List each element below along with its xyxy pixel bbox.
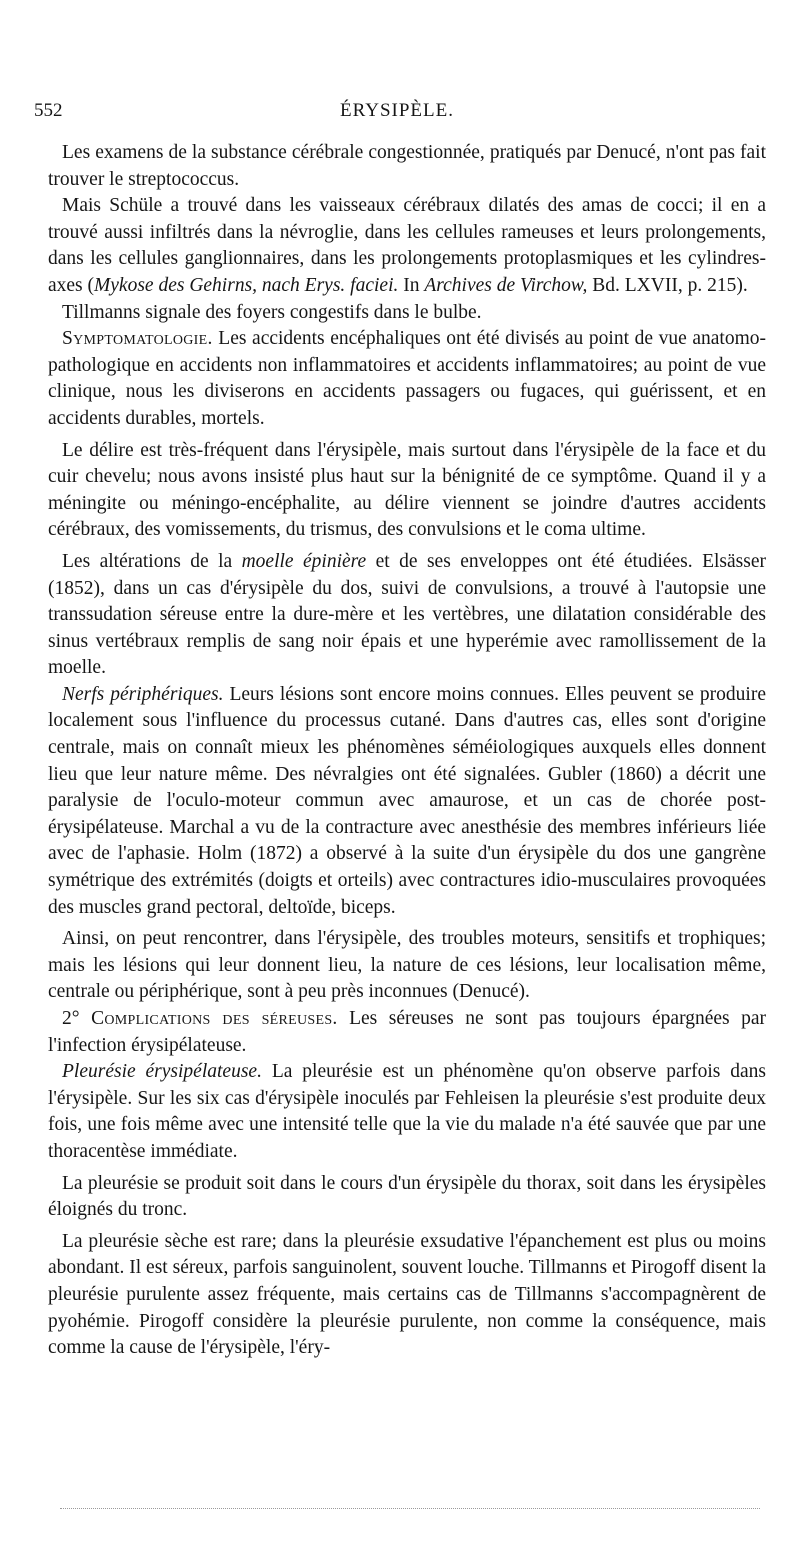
page-number: 552 xyxy=(34,100,63,121)
section-heading-pleuresie: Pleurésie érysipélateuse. xyxy=(62,1061,262,1083)
paragraph-nerfs: Nerfs périphériques. Leurs lésions sont encore moins connues. Elles peuvent se produire localement sous l'influence du processus cutané. Dans d'autres cas, elles sont d'origine centrale, mais on connaît mieux les phénomènes séméiologiques auxquels elles donnent lieu que leur nature même. Des névralgies ont été signalées. Gubler (1860) a décrit une paralysie de l'oculo-moteur commun avec amaurose, et un cas de chorée post-érysipélateuse. Marchal a vu de la contracture avec anesthésie des membres inférieurs liée avec de l'aphasie. Holm (1872) a observé à la suite d'un érysipèle du dos une gangrène symétrique des extrémités (doigts et orteils) avec contractures idio-musculaires provoquées des muscles grand pectoral, deltoïde, biceps. xyxy=(48,683,766,918)
running-title: ÉRYSIPÈLE. xyxy=(340,100,454,121)
paragraph-pleuresie-cours: La pleurésie se produit soit dans le cours d'un érysipèle du thorax, soit dans les érysipèles éloignés du tronc. xyxy=(48,1172,766,1221)
citation-title: Mykose des Gehirns, nach Erys. faciei. xyxy=(94,274,399,296)
paragraph-delire: Le délire est très-fréquent dans l'érysipèle, mais surtout dans l'érysipèle de la face et du cuir chevelu; nous avons insisté plus haut sur la bénignité de ce symptôme. Quand il y a méningite ou méningo-encéphalite, au délire viennent se joindre d'autres accidents cérébraux, des vomissements, du trismus, des convulsions et le coma ultime. xyxy=(48,439,766,541)
running-head xyxy=(34,100,760,130)
paragraph-sereuses: 2° Complications des séreuses. Les séreuses ne sont pas toujours épargnées par l'infection érysipélateuse. xyxy=(48,1008,767,1056)
paragraph-schule: Mais Schüle a trouvé dans les vaisseaux cérébraux dilatés des amas de cocci; il en a trouvé aussi infiltrés dans la névroglie, dans les cellules rameuses et leurs prolongements, dans les cellules ganglionnaires, dans les prolongements protoplasmiques et les cylindres-axes (Mykose des Gehirns, nach Erys. faciei. In Archives de Virchow, Bd. LXVII, p. 215). xyxy=(48,195,766,296)
paragraph-moelle: Les altérations de la moelle épinière et de ses enveloppes ont été étudiées. Elsässer (1852), dans un cas d'érysipèle du dos, suivi de convulsions, a trouvé à l'autopsie une transsudation séreuse entre la dure-mère et les vertèbres, une dilatation considérable des sinus vertébraux remplis de sang noir épais et une hyperémie avec ramollissement de la moelle. xyxy=(48,550,766,679)
body-text xyxy=(48,140,766,1362)
paragraph-symptomatologie: Symptomatologie. Les accidents encéphaliques ont été divisés au point de vue anatomo-pathologique en accidents non inflammatoires et accidents inflammatoires; au point de vue clinique, nous les diviserons en accidents passagers ou fugaces, qui guérissent, et en accidents durables, mortels. xyxy=(48,328,766,429)
paragraph-pleuresie-seche: La pleurésie sèche est rare; dans la pleurésie exsudative l'épanchement est plus ou moins abondant. Il est séreux, parfois sanguinolent, souvent louche. Tillmanns et Pirogoff disent la pleurésie purulente assez fréquente, mais certains cas de Tillmanns s'accompagnèrent de pyohémie. Pirogoff considère la pleurésie purulente, non comme la conséquence, mais comme la cause de l'érysipèle, l'éry- xyxy=(48,1230,766,1359)
paragraph-pleuresie: Pleurésie érysipélateuse. La pleurésie est un phénomène qu'on observe parfois dans l'érysipèle. Sur les six cas d'érysipèle inoculés par Fehleisen la pleurésie s'est produite deux fois, une fois même avec une intensité telle que la vie du malade n'a été sauvée que par une thoracentèse immédiate. xyxy=(48,1061,766,1162)
section-heading-symptomatologie: Symptomatologie. xyxy=(62,328,213,350)
term-moelle-epiniere: moelle épinière xyxy=(241,550,367,572)
paragraph-denuce: Les examens de la substance cérébrale congestionnée, pratiqués par Denucé, n'ont pas fait trouver le streptococcus. xyxy=(48,142,766,190)
section-heading-nerfs: Nerfs périphériques. xyxy=(62,683,224,705)
paragraph-tillmanns: Tillmanns signale des foyers congestifs dans le bulbe. xyxy=(62,301,482,323)
citation-journal: Archives de Virchow, xyxy=(424,274,588,296)
section-heading-sereuses: Complications des séreuses. xyxy=(91,1008,338,1029)
paragraph-ainsi: Ainsi, on peut rencontrer, dans l'érysipèle, des troubles moteurs, sensitifs et trophiques; mais les lésions qui leur donnent lieu, la nature de ces lésions, leur localisation même, centrale ou périphérique, sont à peu près inconnues (Denucé). xyxy=(48,928,766,1003)
footer-rule xyxy=(60,1508,760,1509)
